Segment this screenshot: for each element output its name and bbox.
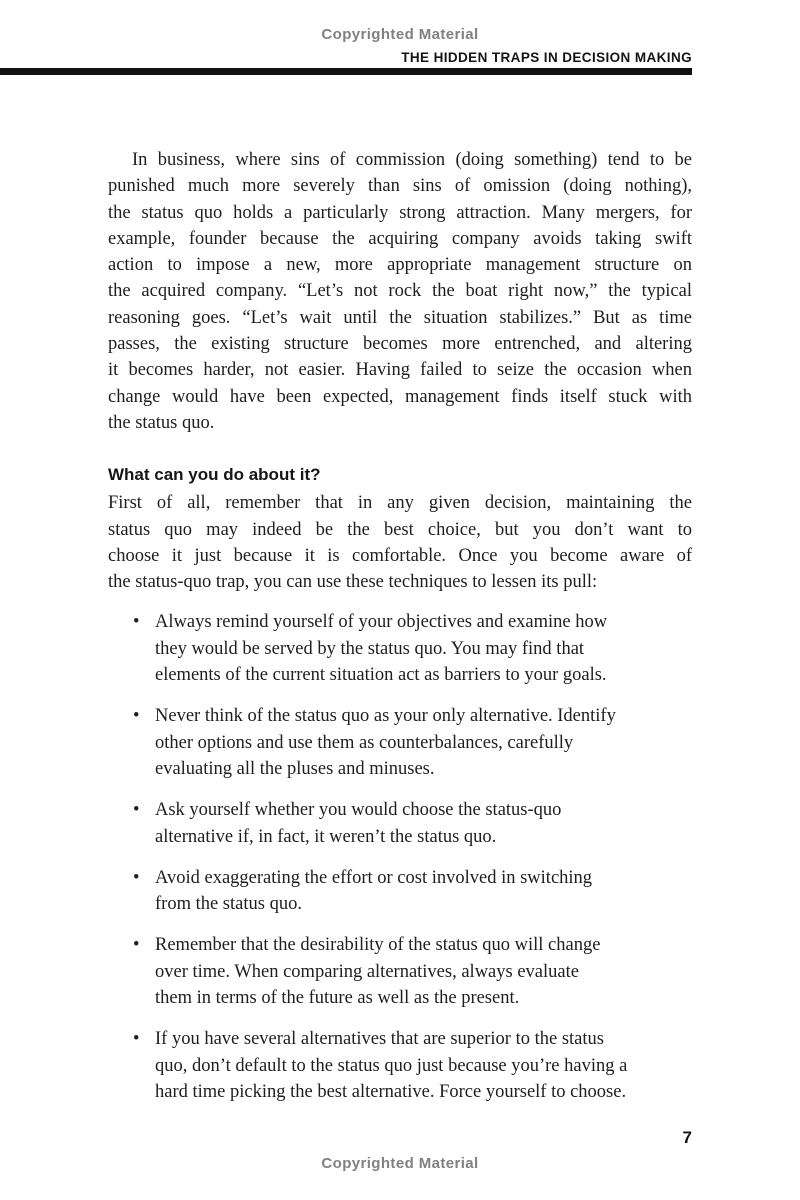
page-content: [108, 147, 692, 1105]
paragraph-what-to-do: First of all, remember that in any given decision, maintaining the status quo may indeed be the best choice, but you don’t want to choose it just because it is comfortable. Once you become aware of the status-quo trap, you can use these techniques to lessen its pull:: [108, 493, 692, 593]
bullet-icon: •: [133, 612, 140, 633]
running-head: THE HIDDEN TRAPS IN DECISION MAKING: [401, 50, 692, 65]
list-item-text: Avoid exaggerating the effort or cost involved in switching from the status quo.: [155, 867, 593, 915]
list-item: [108, 865, 692, 918]
section-heading: What can you do about it?: [108, 465, 321, 485]
techniques-list: [108, 609, 692, 1105]
list-item-text: Always remind yourself of your objectives and examine how they would be served by the status quo. You may find that elements of the current situation act as barriers to your goals.: [155, 612, 608, 686]
list-item: [108, 932, 692, 1011]
bullet-icon: •: [133, 1029, 140, 1050]
list-item-text: Remember that the desirability of the status quo will change over time. When comparing alternatives, always evaluate them in terms of the future as well as the present.: [155, 935, 601, 1009]
paragraph-status-quo-attraction: In business, where sins of commission (doing something) tend to be punished much more severely than sins of omission (doing nothing), the status quo holds a particularly strong attraction. Many mergers, for example, founder because the acquiring company avoids taking swift action to impose a new, more appropriate management structure on the acquired company. “Let’s not rock the boat right now,” the typical reasoning goes. “Let’s wait until the situation stabilizes.” But as time passes, the existing structure becomes more entrenched, and altering it becomes harder, not easier. Having failed to seize the occasion when change would have been expected, management finds itself stuck with the status quo.: [108, 150, 692, 433]
list-item-text: If you have several alternatives that are superior to the status quo, don’t default to the status quo just because you’re having a hard time picking the best alternative. Force yourself to choose.: [155, 1029, 628, 1102]
bullet-icon: •: [133, 935, 140, 956]
list-item-text: Ask yourself whether you would choose the status-quo alternative if, in fact, it weren’t the status quo.: [155, 800, 562, 847]
list-item: [108, 1026, 692, 1105]
list-item-text: Never think of the status quo as your only alternative. Identify other options and use them as counterbalances, carefully evaluating all the pluses and minuses.: [155, 706, 616, 779]
bullet-icon: •: [133, 800, 140, 821]
bullet-icon: •: [133, 867, 140, 888]
header-rule: [0, 68, 692, 75]
top-copyright-notice: Copyrighted Material: [321, 26, 479, 43]
bottom-copyright-notice: Copyrighted Material: [321, 1155, 479, 1172]
bullet-icon: •: [133, 706, 140, 727]
page-number: 7: [682, 1128, 692, 1147]
list-item: [108, 609, 692, 688]
list-item: [108, 703, 692, 782]
list-item: [108, 797, 692, 850]
